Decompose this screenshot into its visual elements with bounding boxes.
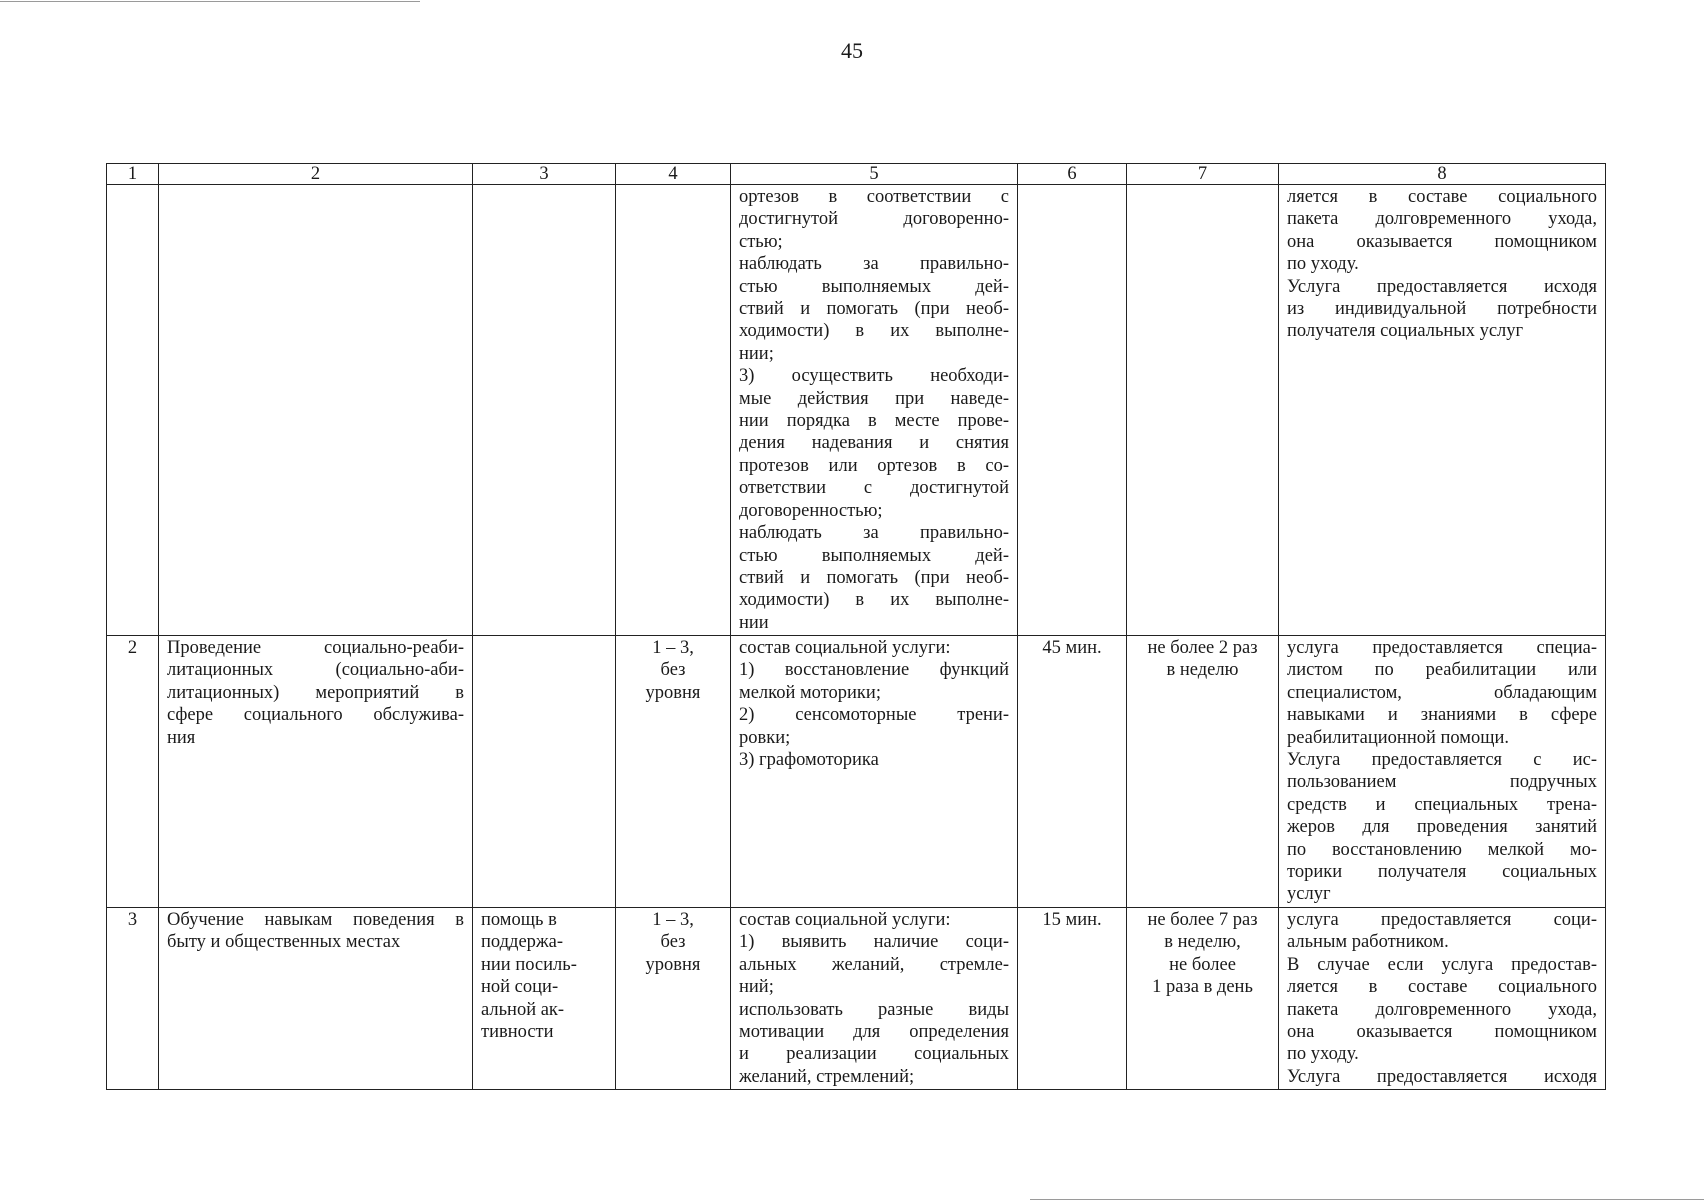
level-cell bbox=[616, 185, 731, 636]
column-number: 1 bbox=[107, 164, 159, 185]
column-number: 2 bbox=[159, 164, 473, 185]
level-cell: 1 – 3, без уровня bbox=[616, 636, 731, 908]
service-content-cell: состав социальной услуги: 1) восстановление функций мелкой моторики; 2) сенсомоторные трени- ровки; 3) графомоторика bbox=[731, 636, 1018, 908]
column-number: 3 bbox=[473, 164, 616, 185]
column-number: 4 bbox=[616, 164, 731, 185]
frequency-cell bbox=[1127, 185, 1279, 636]
frequency-cell: не более 7 раз в неделю, не более 1 раза в день bbox=[1127, 908, 1279, 1090]
table-row bbox=[107, 185, 1606, 636]
service-purpose-cell bbox=[473, 636, 616, 908]
notes-cell: услуга предоставляется специа- листом по реабилитации или специалистом, обладающим навыками и знаниями в сфере реабилитационной помощи. Услуга предоставляется с ис- пользованием подручных средств и специальных трена- жеров для проведения занятий по восстановлению мелкой мо- торики получателя социальных услуг bbox=[1279, 636, 1606, 908]
service-content-cell: ортезов в соответствии с достигнутой договоренно- стью; наблюдать за правильно- стью выполняемых дей- ствий и помогать (при необ- ходимости) в их выполне- нии; 3) осуществить необходи- мые действия при наведе- нии порядка в месте прове- дения надевания и снятия протезов или ортезов в со- ответствии с достигнутой договоренностью; наблюдать за правильно- стью выполняемых дей- ствий и помогать (при необ- ходимости) в их выполне- нии bbox=[731, 185, 1018, 636]
service-purpose-cell: помощь в поддержа- нии посиль- ной соци- альной ак- тивности bbox=[473, 908, 616, 1090]
notes-cell: ляется в составе социального пакета долговременного ухода, она оказывается помощником по уходу. Услуга предоставляется исходя из индивидуальной потребности получателя социальных услуг bbox=[1279, 185, 1606, 636]
duration-cell: 15 мин. bbox=[1018, 908, 1127, 1090]
service-name-cell bbox=[159, 185, 473, 636]
column-number: 8 bbox=[1279, 164, 1606, 185]
row-number-cell: 2 bbox=[107, 636, 159, 908]
duration-cell: 45 мин. bbox=[1018, 636, 1127, 908]
scan-edge-top bbox=[0, 1, 420, 2]
table-row bbox=[107, 908, 1606, 1090]
service-name-cell: Обучение навыкам поведения в быту и общественных местах bbox=[159, 908, 473, 1090]
service-name-cell: Проведение социально-реаби- литационных (социально-аби- литационных) мероприятий в сфере социального обслужива- ния bbox=[159, 636, 473, 908]
service-content-cell: состав социальной услуги: 1) выявить наличие соци- альных желаний, стремле- ний; использовать разные виды мотивации для определения и реализации социальных желаний, стремлений; bbox=[731, 908, 1018, 1090]
column-number: 7 bbox=[1127, 164, 1279, 185]
table-row bbox=[107, 636, 1606, 908]
column-number-row bbox=[107, 164, 1606, 185]
duration-cell bbox=[1018, 185, 1127, 636]
notes-cell: услуга предоставляется соци- альным работником. В случае если услуга предостав- ляется в составе социального пакета долговременного ухода, она оказывается помощником по уходу. Услуга предоставляется исходя bbox=[1279, 908, 1606, 1090]
page-number: 45 bbox=[841, 38, 863, 63]
row-number-cell: 3 bbox=[107, 908, 159, 1090]
column-number: 5 bbox=[731, 164, 1018, 185]
column-number: 6 bbox=[1018, 164, 1127, 185]
services-table bbox=[106, 163, 1606, 1090]
frequency-cell: не более 2 раз в неделю bbox=[1127, 636, 1279, 908]
level-cell: 1 – 3, без уровня bbox=[616, 908, 731, 1090]
service-purpose-cell bbox=[473, 185, 616, 636]
row-number-cell bbox=[107, 185, 159, 636]
